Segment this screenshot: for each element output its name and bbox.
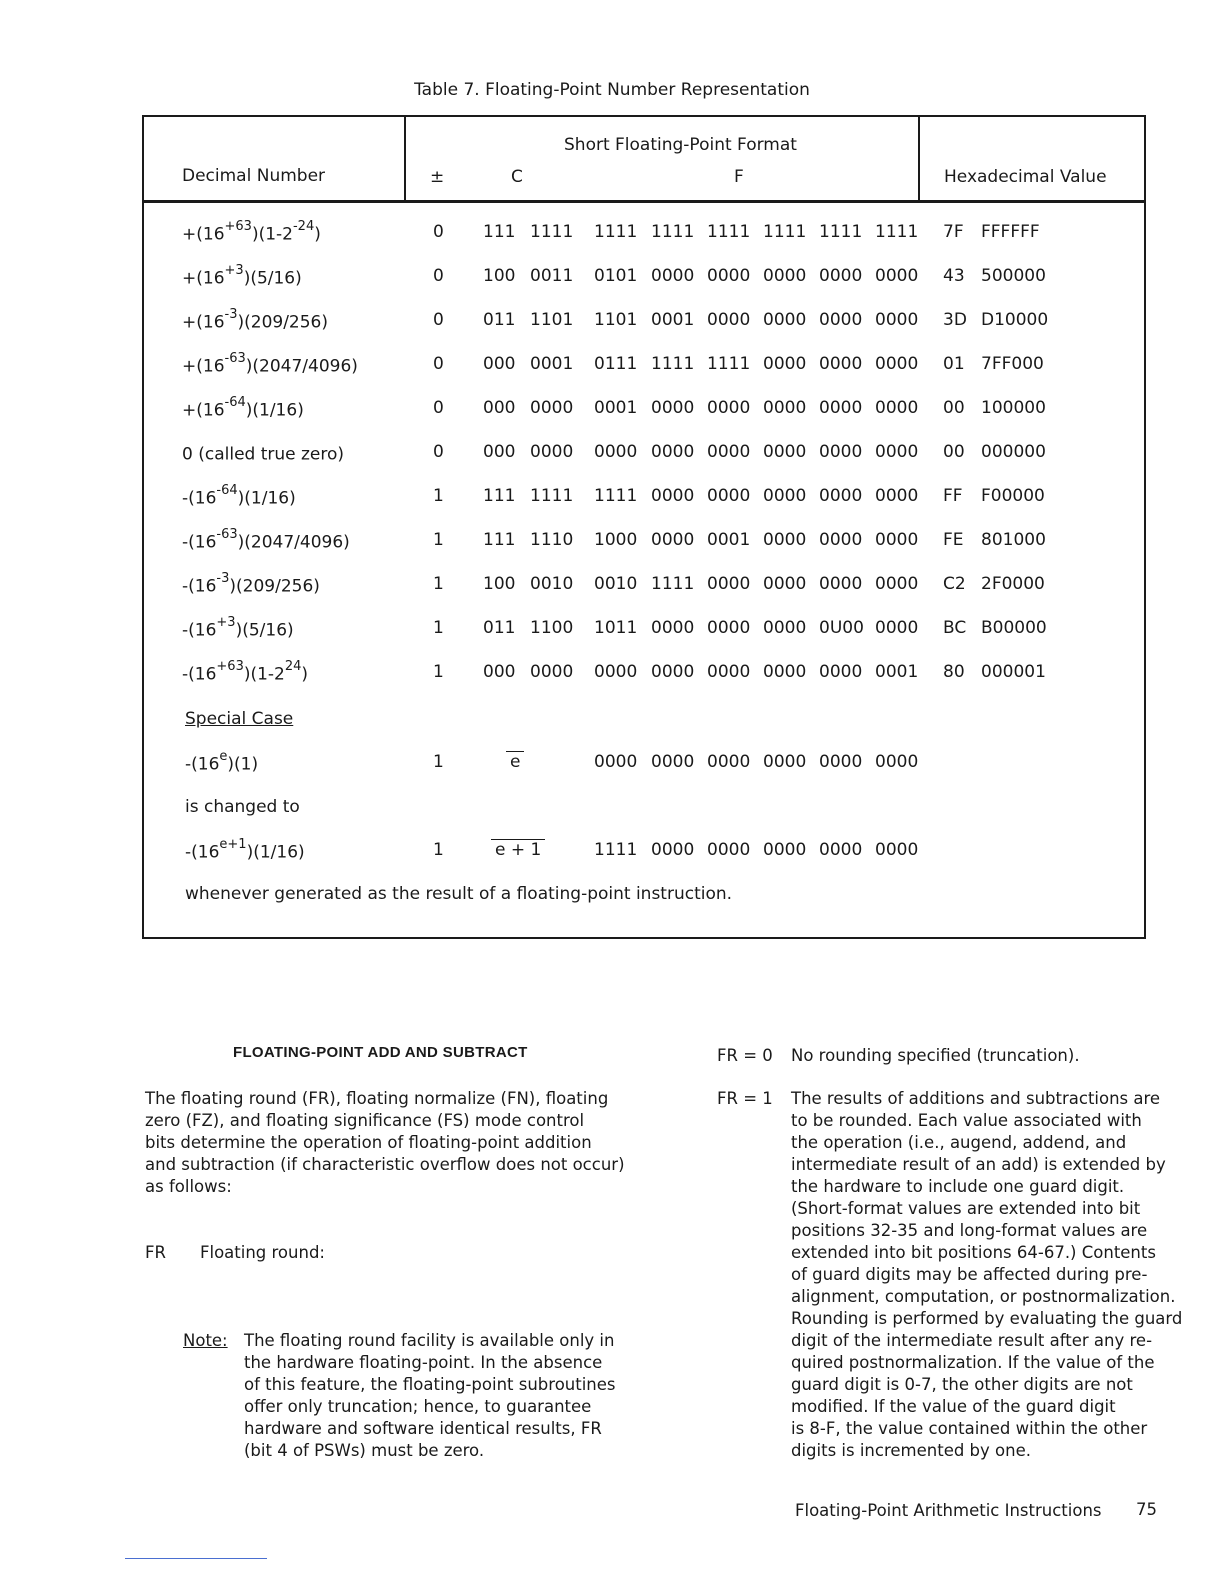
hex-characteristic: FF <box>943 486 963 506</box>
header-c: C <box>511 167 523 187</box>
fr1-label: FR = 1 <box>717 1089 773 1108</box>
bit-group: 1111 <box>530 222 574 242</box>
bit-group: 0010 <box>594 574 638 594</box>
header-hex: Hexadecimal Value <box>944 167 1107 187</box>
text-line: offer only truncation; hence, to guarantee <box>244 1397 592 1416</box>
header-f: F <box>734 167 744 187</box>
text-line: The results of additions and subtractions are <box>791 1089 1161 1108</box>
bit-group: 0000 <box>875 310 919 330</box>
special-decimal-1: -(16e)(1) <box>185 749 259 775</box>
text-line: intermediate result of an add) is extended by <box>791 1155 1166 1174</box>
page-number: 75 <box>1136 1500 1157 1519</box>
bit-group: 011 <box>483 310 516 330</box>
text-line: of guard digits may be affected during pre- <box>791 1265 1148 1284</box>
bit-group: 0000 <box>707 662 751 682</box>
text-line: digits is incremented by one. <box>791 1441 1031 1460</box>
note-label: Note: <box>183 1331 228 1350</box>
bit-group: 0000 <box>819 752 863 772</box>
bit-group: 0000 <box>707 442 751 462</box>
decimal-number: $-(16^{-64})(1/16)$ <box>182 483 296 509</box>
bit-group: 0000 <box>707 752 751 772</box>
bit-group: 0000 <box>763 618 807 638</box>
bit-group: 0011 <box>530 266 574 286</box>
bit-group: 0000 <box>763 442 807 462</box>
text-line: of this feature, the floating-point subroutines <box>244 1375 616 1394</box>
hex-characteristic: 80 <box>943 662 965 682</box>
bit-group: 1111 <box>594 486 638 506</box>
hex-fraction: 2F0000 <box>981 574 1045 594</box>
text-line: the hardware to include one guard digit. <box>791 1177 1125 1196</box>
text-line: bits determine the operation of floating-point addition <box>145 1133 592 1152</box>
sign-bit: 0 <box>433 398 444 418</box>
bit-group: 0001 <box>875 662 919 682</box>
hex-characteristic: 43 <box>943 266 965 286</box>
hex-fraction: B00000 <box>981 618 1047 638</box>
fr-label: FR <box>145 1243 166 1262</box>
bit-group: 100 <box>483 574 516 594</box>
special-c-2: e + 1 <box>491 840 545 860</box>
bit-group: 0000 <box>707 618 751 638</box>
bit-group: 0000 <box>707 310 751 330</box>
text-line: the hardware floating-point. In the absence <box>244 1353 603 1372</box>
bit-group: 1111 <box>875 222 919 242</box>
text-line: The floating round facility is available only in <box>244 1331 615 1350</box>
text-line: and subtraction (if characteristic overflow does not occur) <box>145 1155 625 1174</box>
bit-group: 0000 <box>651 618 695 638</box>
changed-to-text: is changed to <box>185 797 300 817</box>
bit-group: 0000 <box>707 266 751 286</box>
bit-group: 0010 <box>530 574 574 594</box>
bit-group: 0000 <box>763 662 807 682</box>
header-separator <box>142 200 1146 203</box>
bit-group: 0000 <box>594 442 638 462</box>
hex-characteristic: BC <box>943 618 967 638</box>
bit-group: 0000 <box>875 442 919 462</box>
special-case-title: Special Case <box>185 709 294 729</box>
bit-group: 0000 <box>819 442 863 462</box>
bit-group: 0000 <box>819 530 863 550</box>
decimal-number: 0 (called true zero) <box>182 444 345 465</box>
sign-bit: 0 <box>433 442 444 462</box>
text-line: zero (FZ), and floating significance (FS) mode control <box>145 1111 585 1130</box>
hex-characteristic: 01 <box>943 354 965 374</box>
bit-group: 0000 <box>875 618 919 638</box>
hex-characteristic: 3D <box>943 310 967 330</box>
bit-group: 0000 <box>875 574 919 594</box>
bit-group: 0101 <box>594 266 638 286</box>
text-line: is 8-F, the value contained within the other <box>791 1419 1148 1438</box>
special-sign-1: 1 <box>433 752 444 772</box>
footer-rule <box>125 1558 267 1559</box>
hex-characteristic: 7F <box>943 222 964 242</box>
hex-fraction: F00000 <box>981 486 1045 506</box>
special-c-1: e <box>506 752 524 772</box>
sign-bit: 0 <box>433 266 444 286</box>
column-divider-left <box>404 115 406 202</box>
bit-group: 0000 <box>530 442 574 462</box>
text-line: quired postnormalization. If the value of the <box>791 1353 1155 1372</box>
text-line: (bit 4 of PSWs) must be zero. <box>244 1441 485 1460</box>
bit-group: 0000 <box>875 486 919 506</box>
bit-group: 0000 <box>763 486 807 506</box>
bit-group: 111 <box>483 530 516 550</box>
hex-fraction: 500000 <box>981 266 1046 286</box>
sign-bit: 1 <box>433 486 444 506</box>
fr1-text <box>791 1088 1182 1462</box>
decimal-number: $+(16^{+63})(1-2^{-24})$ <box>182 219 321 245</box>
special-decimal-2: $-(16^{e+1})(1/16)$ <box>185 837 305 863</box>
section-intro <box>145 1088 625 1198</box>
bit-group: 0000 <box>875 752 919 772</box>
decimal-number: $-(16^{+3})(5/16)$ <box>182 615 294 641</box>
text-line: digit of the intermediate result after any re- <box>791 1331 1153 1350</box>
fr-text: Floating round: <box>200 1243 325 1262</box>
bit-group: 100 <box>483 266 516 286</box>
bit-group: 0000 <box>651 486 695 506</box>
bit-group: 0000 <box>819 574 863 594</box>
header-sign: ± <box>430 167 445 187</box>
bit-group: 0000 <box>875 266 919 286</box>
text-line: Rounding is performed by evaluating the guard <box>791 1309 1183 1328</box>
bit-group: 0000 <box>651 266 695 286</box>
sign-bit: 1 <box>433 618 444 638</box>
hex-characteristic: 00 <box>943 442 965 462</box>
sign-bit: 1 <box>433 662 444 682</box>
special-footnote: whenever generated as the result of a floating-point instruction. <box>185 884 733 904</box>
sign-bit: 0 <box>433 222 444 242</box>
text-line: modified. If the value of the guard digit <box>791 1397 1116 1416</box>
sign-bit: 1 <box>433 530 444 550</box>
decimal-number: $+(16^{-3})(209/256)$ <box>182 307 329 333</box>
bit-group: 0000 <box>651 662 695 682</box>
hex-fraction: 100000 <box>981 398 1046 418</box>
bit-group: 000 <box>483 354 516 374</box>
bit-group: 000 <box>483 662 516 682</box>
bit-group: 0000 <box>707 486 751 506</box>
hex-characteristic: 00 <box>943 398 965 418</box>
bit-group: 0000 <box>763 354 807 374</box>
decimal-number: $+(16^{+3})(5/16)$ <box>182 263 302 289</box>
bit-group: 0001 <box>594 398 638 418</box>
bit-group: 1111 <box>819 222 863 242</box>
sign-bit: 1 <box>433 574 444 594</box>
bit-group: 0U00 <box>819 618 864 638</box>
bit-group: 1011 <box>594 618 638 638</box>
bit-group: 011 <box>483 618 516 638</box>
bit-group: 0000 <box>763 840 807 860</box>
bit-group: 1111 <box>594 840 638 860</box>
bit-group: 1111 <box>763 222 807 242</box>
bit-group: 1100 <box>530 618 574 638</box>
bit-group: 0001 <box>651 310 695 330</box>
bit-group: 1101 <box>594 310 638 330</box>
bit-group: 1111 <box>594 222 638 242</box>
bit-group: 0000 <box>875 398 919 418</box>
bit-group: 1111 <box>530 486 574 506</box>
fr0-label: FR = 0 <box>717 1046 773 1065</box>
hex-fraction: 000001 <box>981 662 1046 682</box>
decimal-number: $-(16^{+63})(1-2^{24})$ <box>182 659 309 685</box>
text-line: hardware and software identical results, FR <box>244 1419 602 1438</box>
hex-characteristic: FE <box>943 530 964 550</box>
header-decimal: Decimal Number <box>182 166 326 186</box>
footer-title: Floating-Point Arithmetic Instructions <box>795 1501 1102 1520</box>
text-line: (Short-format values are extended into bit <box>791 1199 1141 1218</box>
fr0-text: No rounding specified (truncation). <box>791 1046 1080 1065</box>
bit-group: 0000 <box>819 486 863 506</box>
bit-group: 0001 <box>530 354 574 374</box>
bit-group: 1110 <box>530 530 574 550</box>
bit-group: 0000 <box>763 530 807 550</box>
hex-fraction: 000000 <box>981 442 1046 462</box>
hex-fraction: 801000 <box>981 530 1046 550</box>
text-line: The floating round (FR), floating normalize (FN), floating <box>145 1089 609 1108</box>
bit-group: 111 <box>483 222 516 242</box>
bit-group: 000 <box>483 442 516 462</box>
bit-group: 1000 <box>594 530 638 550</box>
bit-group: 0000 <box>763 752 807 772</box>
bit-group: 000 <box>483 398 516 418</box>
bit-group: 0000 <box>651 398 695 418</box>
bit-group: 0000 <box>651 752 695 772</box>
bit-group: 0000 <box>763 310 807 330</box>
bit-group: 1111 <box>651 222 695 242</box>
header-format: Short Floating-Point Format <box>564 135 797 155</box>
bit-group: 0000 <box>819 266 863 286</box>
bit-group: 1111 <box>651 574 695 594</box>
hex-fraction: FFFFFF <box>981 222 1040 242</box>
special-sign-2: 1 <box>433 840 444 860</box>
bit-group: 0111 <box>594 354 638 374</box>
bit-group: 0000 <box>651 840 695 860</box>
bit-group: 0000 <box>819 310 863 330</box>
text-line: to be rounded. Each value associated with <box>791 1111 1142 1130</box>
bit-group: 0000 <box>875 354 919 374</box>
bit-group: 0000 <box>651 442 695 462</box>
bit-group: 0000 <box>651 530 695 550</box>
sign-bit: 0 <box>433 354 444 374</box>
bit-group: 0001 <box>707 530 751 550</box>
decimal-number: $+(16^{-64})(1/16)$ <box>182 395 304 421</box>
bit-group: 0000 <box>707 840 751 860</box>
table-caption: Table 7. Floating-Point Number Representation <box>414 80 810 100</box>
bit-group: 0000 <box>819 662 863 682</box>
sign-bit: 0 <box>433 310 444 330</box>
bit-group: 1111 <box>707 354 751 374</box>
bit-group: 1111 <box>707 222 751 242</box>
bit-group: 0000 <box>530 662 574 682</box>
bit-group: 0000 <box>875 840 919 860</box>
decimal-number: $-(16^{-3})(209/256)$ <box>182 571 320 597</box>
text-line: extended into bit positions 64-67.) Contents <box>791 1243 1156 1262</box>
section-heading: FLOATING-POINT ADD AND SUBTRACT <box>233 1044 528 1061</box>
hex-fraction: 7FF000 <box>981 354 1044 374</box>
bit-group: 111 <box>483 486 516 506</box>
bit-group: 0000 <box>875 530 919 550</box>
bit-group: 0000 <box>707 574 751 594</box>
text-line: guard digit is 0-7, the other digits are not <box>791 1375 1133 1394</box>
column-divider-right <box>918 115 920 202</box>
bit-group: 0000 <box>819 840 863 860</box>
bit-group: 0000 <box>763 398 807 418</box>
note-text <box>244 1330 616 1462</box>
hex-characteristic: C2 <box>943 574 966 594</box>
bit-group: 0000 <box>530 398 574 418</box>
bit-group: 0000 <box>763 266 807 286</box>
text-line: alignment, computation, or postnormalization. <box>791 1287 1176 1306</box>
decimal-number: $+(16^{-63})(2047/4096)$ <box>182 351 358 377</box>
text-line: positions 32-35 and long-format values are <box>791 1221 1148 1240</box>
bit-group: 1111 <box>651 354 695 374</box>
bit-group: 1101 <box>530 310 574 330</box>
bit-group: 0000 <box>594 662 638 682</box>
bit-group: 0000 <box>819 354 863 374</box>
text-line: the operation (i.e., augend, addend, and <box>791 1133 1127 1152</box>
bit-group: 0000 <box>594 752 638 772</box>
bit-group: 0000 <box>763 574 807 594</box>
bit-group: 0000 <box>819 398 863 418</box>
decimal-number: $-(16^{-63})(2047/4096)$ <box>182 527 350 553</box>
hex-fraction: D10000 <box>981 310 1049 330</box>
bit-group: 0000 <box>707 398 751 418</box>
text-line: as follows: <box>145 1177 232 1196</box>
